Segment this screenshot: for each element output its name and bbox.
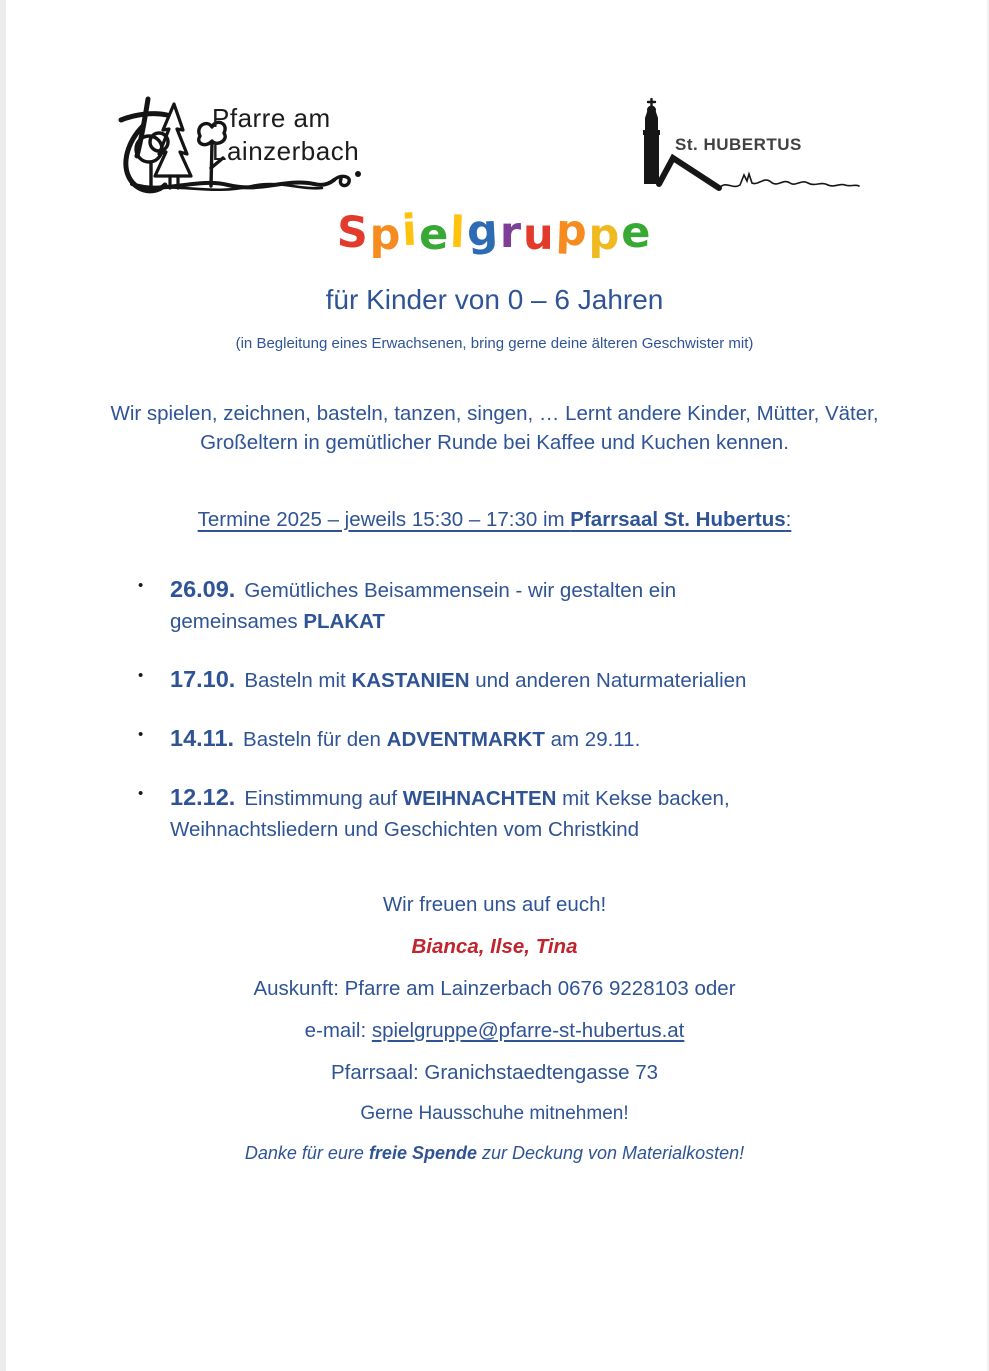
event-text: am 29.11. (544, 727, 641, 751)
event-date: 14.11. (170, 724, 235, 751)
page-title (0, 205, 989, 260)
event-item-1411 (122, 721, 777, 756)
event-date: 26.09. (170, 575, 236, 602)
logo-right-label: St. HUBERTUS (675, 135, 802, 154)
event-text: Einstimmung auf (244, 787, 403, 811)
event-date: 17.10. (170, 665, 236, 692)
logo-left-line2: Lainzerbach (212, 135, 360, 166)
page-edge-left (0, 0, 6, 1371)
schedule-heading-bold: Pfarrsaal St. Hubertus (570, 507, 786, 531)
title-letter: i (401, 205, 421, 257)
event-text-bold: KASTANIEN (351, 668, 470, 692)
signature-names: Bianca, Ilse, Tina (411, 935, 578, 959)
donation-text-bold: freie Spende (368, 1143, 477, 1164)
email-link[interactable]: spielgruppe@pfarre-st-hubertus.at (371, 1019, 685, 1043)
event-text: und anderen Naturmaterialien (469, 668, 747, 692)
event-text-bold: ADVENTMARKT (386, 727, 545, 751)
subtitle: für Kinder von 0 – 6 Jahren (325, 284, 664, 315)
bullet-icon: • (138, 666, 144, 684)
shoes-note: Gerne Hausschuhe mitnehmen! (360, 1103, 629, 1125)
event-text: mit Kekse backen, Weihnachtsliedern und Geschichten vom Christkind (170, 787, 730, 842)
logo-left-line1: Pfarre am (212, 103, 331, 133)
venue-line: Pfarrsaal: Granichstaedtengasse 73 (330, 1061, 659, 1085)
title-letter: p (588, 210, 622, 260)
title-letter: p (369, 210, 403, 260)
event-text: Basteln mit (244, 668, 352, 692)
title-letter: S (335, 207, 371, 259)
schedule-heading-text (198, 508, 792, 531)
contact-phone-line: Auskunft: Pfarre am Lainzerbach 0676 9228103 oder (253, 977, 736, 1001)
title-letter: l (449, 207, 468, 259)
event-item-1212 (122, 780, 777, 846)
event-text: Gemütliches Beisammensein - wir gestalten ein gemeinsames (170, 578, 677, 633)
title-letter: p (554, 205, 590, 257)
logo-left-text (212, 102, 359, 168)
title-letter: u (523, 210, 556, 260)
title-letter: e (419, 210, 451, 260)
donation-note (0, 1143, 989, 1164)
bullet-icon: • (138, 576, 144, 594)
st-hubertus-logo (637, 98, 869, 204)
event-text: Basteln für den (243, 727, 387, 751)
intro-paragraph: Wir spielen, zeichnen, basteln, tanzen, singen, … Lernt andere Kinder, Mütter, Väter, Großeltern in gemütlicher Runde bei Kaffee und Kuchen kennen. (110, 402, 879, 455)
bullet-icon: • (138, 785, 144, 803)
closing-line: Wir freuen uns auf euch! (382, 893, 607, 917)
event-list (122, 572, 777, 847)
event-item-1710 (122, 662, 777, 697)
event-text-bold: PLAKAT (303, 609, 385, 633)
title-letter: e (621, 208, 653, 258)
bullet-icon: • (138, 725, 144, 743)
event-text-bold: WEIHNACHTEN (402, 787, 557, 811)
email-label: e-mail: (304, 1019, 372, 1043)
age-note: (in Begleitung eines Erwachsenen, bring gerne deine älteren Geschwister mit) (235, 335, 754, 352)
schedule-heading (0, 508, 989, 532)
contact-email-line (0, 1019, 989, 1043)
footer (0, 893, 989, 1164)
title-letter: r (499, 208, 524, 258)
event-date: 12.12. (170, 784, 236, 811)
event-item-2609 (122, 572, 777, 638)
schedule-heading-suffix: : (785, 507, 792, 531)
title-letter: g (465, 205, 502, 257)
donation-text: zur Deckung von Materialkosten! (476, 1143, 745, 1164)
schedule-heading-prefix: Termine 2025 – jeweils 15:30 – 17:30 im (197, 507, 571, 531)
donation-text: Danke für eure (244, 1143, 369, 1164)
header (0, 0, 989, 198)
pfarre-lainzerbach-logo (118, 96, 370, 198)
